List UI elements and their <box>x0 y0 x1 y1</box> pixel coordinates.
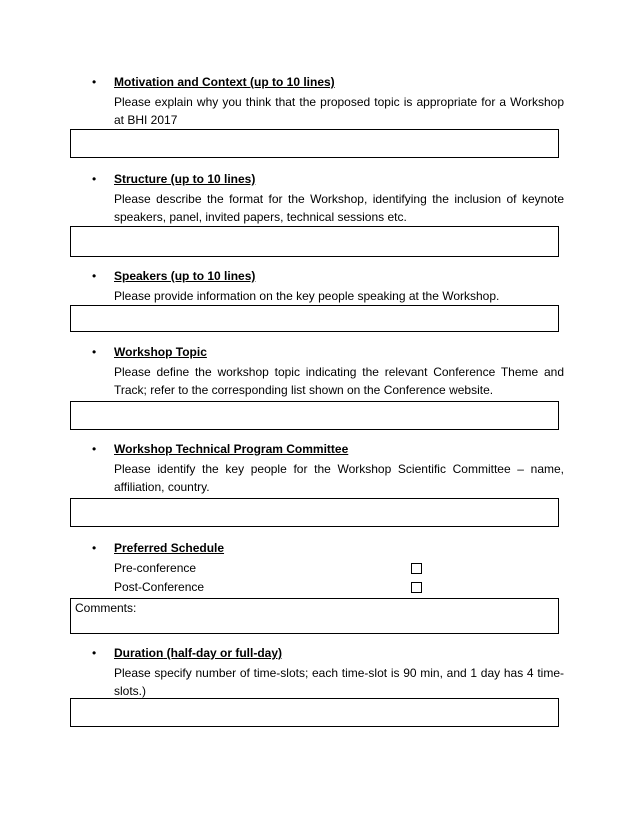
bullet-icon: • <box>92 269 97 283</box>
motivation-input-box[interactable] <box>70 129 559 158</box>
bullet-icon: • <box>92 646 97 660</box>
section-description-structure: Please describe the format for the Workshop, identifying the inclusion of keynote speakers, panel, invited papers, technical sessions etc. <box>114 192 564 224</box>
section-heading-workshop-topic: Workshop Topic <box>114 345 207 359</box>
section-heading-speakers: Speakers (up to 10 lines) <box>114 269 256 283</box>
section-description-speakers: Please provide information on the key people speaking at the Workshop. <box>114 289 500 303</box>
post-conference-checkbox[interactable] <box>411 582 422 593</box>
comments-box[interactable] <box>70 598 559 634</box>
bullet-icon: • <box>92 172 97 186</box>
bullet-icon: • <box>92 345 97 359</box>
section-description-motivation: Please explain why you think that the proposed topic is appropriate for a Workshop at BHI 2017 <box>114 95 564 127</box>
workshop-topic-input-box[interactable] <box>70 401 559 430</box>
speakers-input-box[interactable] <box>70 305 559 332</box>
duration-heading-note: (half-day or full-day) <box>163 646 283 660</box>
section-description-duration: Please specify number of time-slots; each time-slot is 90 min, and 1 day has 4 time-slots.) <box>114 666 564 698</box>
section-description-program-committee: Please identify the key people for the Workshop Scientific Committee – name, affiliation, country. <box>114 462 564 494</box>
structure-input-box[interactable] <box>70 226 559 257</box>
option-label-pre-conference: Pre-conference <box>114 561 197 575</box>
program-committee-input-box[interactable] <box>70 498 559 527</box>
section-heading-structure: Structure (up to 10 lines) <box>114 172 256 186</box>
duration-heading-label: Duration <box>114 646 164 660</box>
section-heading-motivation: Motivation and Context (up to 10 lines) <box>114 75 335 89</box>
pre-conference-checkbox[interactable] <box>411 563 422 574</box>
duration-input-box[interactable] <box>70 698 559 727</box>
section-heading-preferred-schedule: Preferred Schedule <box>114 541 225 555</box>
option-label-post-conference: Post-Conference <box>114 580 205 594</box>
comments-label: Comments: <box>75 601 137 615</box>
section-heading-program-committee: Workshop Technical Program Committee <box>114 442 349 456</box>
bullet-icon: • <box>92 442 97 456</box>
bullet-icon: • <box>92 75 97 89</box>
section-description-workshop-topic: Please define the workshop topic indicating the relevant Conference Theme and Track; refer to the corresponding list shown on the Conference website. <box>114 365 564 397</box>
section-heading-duration <box>114 646 282 660</box>
bullet-icon: • <box>92 541 97 555</box>
